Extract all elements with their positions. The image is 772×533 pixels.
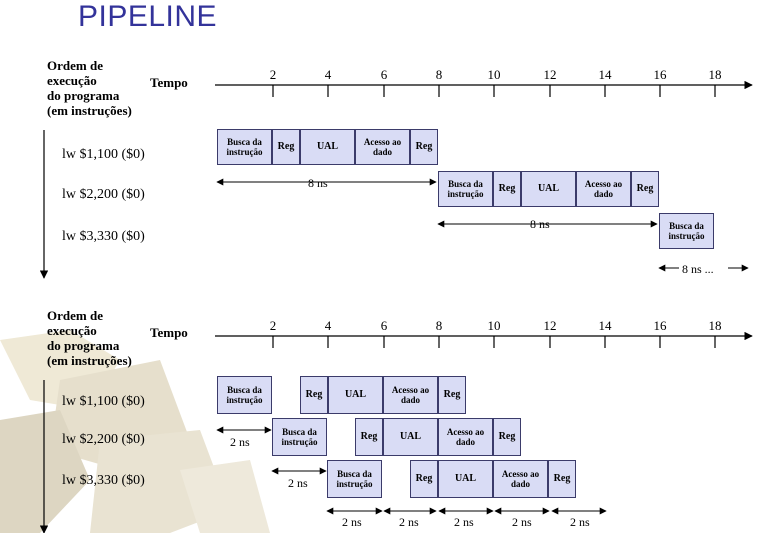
ordem-line: Ordem de (47, 58, 103, 73)
stage-alu: UAL (521, 171, 576, 207)
tick-label: 12 (543, 318, 557, 333)
tick-label: 16 (653, 318, 667, 333)
stage-data-access: Acesso ao dado (383, 376, 438, 414)
stage-instruction-fetch: Busca da instrução (272, 418, 327, 456)
duration-label: 2 ns (512, 515, 532, 529)
stage-register: Reg (548, 460, 576, 498)
stage-alu: UAL (300, 129, 355, 165)
ordem-line: do programa (47, 338, 120, 353)
tick-label: 18 (708, 318, 722, 333)
tick-label: 2 (269, 318, 277, 333)
page-title: PIPELINE (78, 0, 218, 33)
instruction-label: lw $2,200 ($0) (62, 432, 145, 447)
stage-register: Reg (410, 460, 438, 498)
ordem-line: execução (47, 323, 97, 338)
stage-instruction-fetch: Busca da instrução (327, 460, 382, 498)
duration-label: 8 ns (308, 176, 328, 190)
stage-data-access: Acesso ao dado (438, 418, 493, 456)
instruction-label: lw $1,100 ($0) (62, 394, 145, 409)
tick-label: 8 (435, 318, 443, 333)
stage-register: Reg (631, 171, 659, 207)
tick-label: 10 (487, 318, 501, 333)
stage-register: Reg (300, 376, 328, 414)
duration-label: 2 ns (454, 515, 474, 529)
tick-label: 4 (324, 67, 332, 82)
ordem-line: execução (47, 73, 97, 88)
stage-instruction-fetch: Busca da instrução (438, 171, 493, 207)
stage-register: Reg (410, 129, 438, 165)
duration-label: 8 ns ... (682, 262, 714, 276)
ordem-line: do programa (47, 88, 120, 103)
duration-label: 2 ns (342, 515, 362, 529)
stage-register: Reg (355, 418, 383, 456)
tick-label: 18 (708, 67, 722, 82)
tick-label: 6 (380, 67, 388, 82)
stage-data-access: Acesso ao dado (576, 171, 631, 207)
stage-alu: UAL (328, 376, 383, 414)
duration-label: 2 ns (288, 476, 308, 490)
ordem-line: (em instruções) (47, 103, 132, 118)
instruction-label: lw $1,100 ($0) (62, 147, 145, 162)
tick-label: 12 (543, 67, 557, 82)
time-axis-ticks (273, 336, 715, 348)
stage-alu: UAL (438, 460, 493, 498)
stage-data-access: Acesso ao dado (493, 460, 548, 498)
time-axis-ticks (273, 85, 715, 97)
duration-label: 2 ns (399, 515, 419, 529)
ordem-line: Ordem de (47, 308, 103, 323)
tick-label: 14 (598, 318, 612, 333)
tick-label: 8 (435, 67, 443, 82)
stage-register: Reg (272, 129, 300, 165)
ordem-line: (em instruções) (47, 353, 132, 368)
duration-label: 2 ns (230, 435, 250, 449)
tick-label: 6 (380, 318, 388, 333)
stage-register: Reg (493, 418, 521, 456)
time-label-bottom: Tempo (150, 325, 188, 340)
time-label-top: Tempo (150, 75, 188, 90)
stage-instruction-fetch: Busca da instrução (659, 213, 714, 249)
tick-label: 14 (598, 67, 612, 82)
duration-label: 8 ns (530, 217, 550, 231)
stage-register: Reg (438, 376, 466, 414)
stage-instruction-fetch: Busca da instrução (217, 376, 272, 414)
instruction-label: lw $3,330 ($0) (62, 473, 145, 488)
stage-data-access: Acesso ao dado (355, 129, 410, 165)
stage-instruction-fetch: Busca da instrução (217, 129, 272, 165)
stage-register: Reg (493, 171, 521, 207)
instruction-label: lw $2,200 ($0) (62, 187, 145, 202)
duration-label: 2 ns (570, 515, 590, 529)
tick-label: 4 (324, 318, 332, 333)
tick-label: 16 (653, 67, 667, 82)
tick-label: 2 (269, 67, 277, 82)
instruction-label: lw $3,330 ($0) (62, 229, 145, 244)
stage-alu: UAL (383, 418, 438, 456)
tick-label: 10 (487, 67, 501, 82)
